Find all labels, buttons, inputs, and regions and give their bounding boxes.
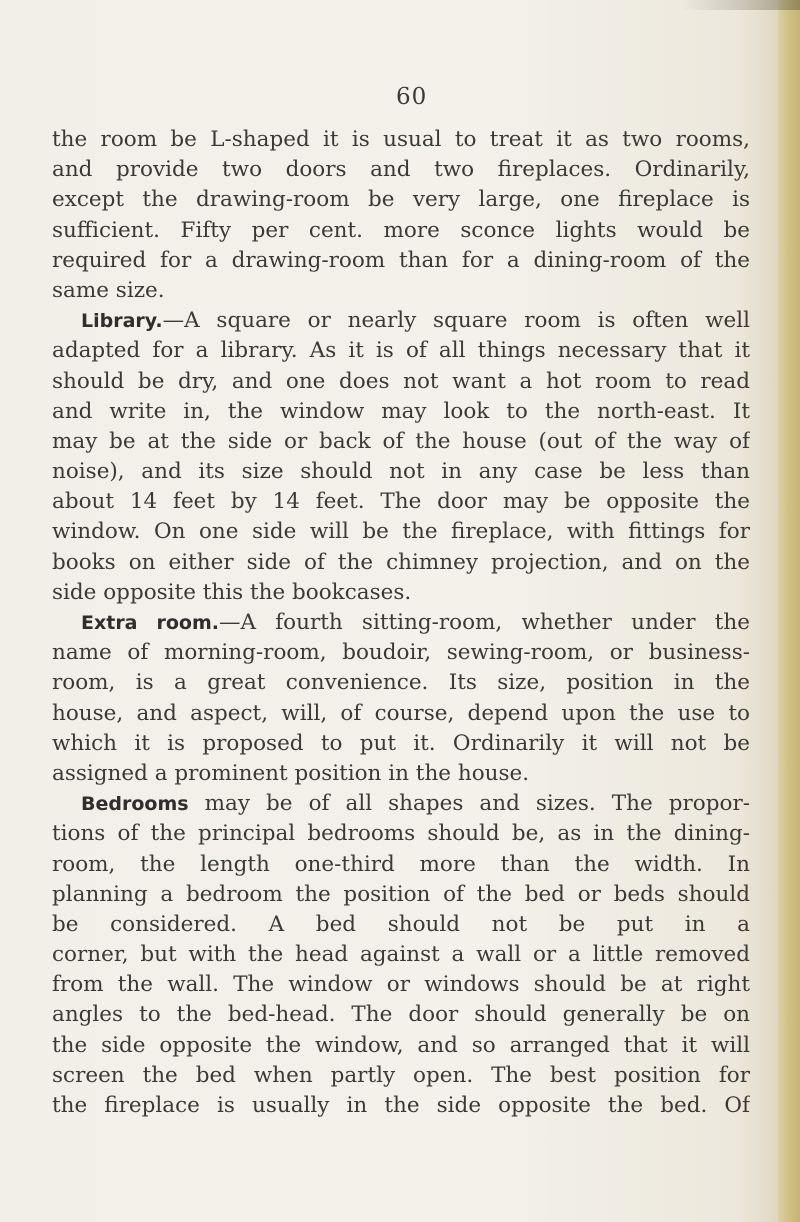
body-text: [52, 125, 750, 1121]
text-line: be considered. A bed should not be put in a: [52, 911, 750, 937]
text-line: house, and aspect, will, of course, depend upon the use to: [52, 700, 750, 726]
text-run: —A square or nearly square room is often well: [162, 308, 750, 334]
text-line: same size.: [52, 277, 165, 303]
text-line: tions of the principal bedrooms should be, as in the dining-: [52, 821, 750, 847]
text-line: assigned a prominent position in the house.: [52, 760, 530, 786]
text-line: side opposite this the bookcases.: [52, 579, 412, 605]
text-run: may be of all shapes and sizes. The propor-: [188, 791, 750, 817]
text-line: adapted for a library. As it is of all things necessary that it: [52, 338, 750, 364]
text-line: about 14 feet by 14 feet. The door may be opposite the: [52, 489, 750, 515]
text-line: angles to the bed-head. The door should generally be on: [52, 1002, 750, 1028]
text-line: sufficient. Fifty per cent. more sconce lights would be: [52, 217, 750, 243]
page-edge: [778, 0, 800, 1222]
text-line: which it is proposed to put it. Ordinarily it will not be: [52, 730, 750, 756]
page-number: 60: [396, 84, 428, 110]
text-line: the side opposite the window, and so arranged that it will: [52, 1032, 750, 1058]
text-line: room, the length one-third more than the width. In: [52, 851, 750, 877]
text-line: may be at the side or back of the house (out of the way of: [52, 428, 750, 454]
section-heading-bedrooms: Bedrooms: [81, 793, 189, 816]
text-line: and write in, the window may look to the north-east. It: [52, 398, 750, 424]
section-heading-library: Library.: [81, 310, 163, 333]
paragraph-first-line: [52, 608, 750, 638]
paragraph-first-line: [52, 789, 750, 819]
text-line: and provide two doors and two fireplaces. Ordinarily,: [52, 157, 750, 183]
text-line: the fireplace is usually in the side opposite the bed. Of: [52, 1093, 750, 1118]
page-shadow: [680, 0, 800, 10]
text-line: screen the bed when partly open. The best position for: [52, 1062, 750, 1088]
text-line: room, is a great convenience. Its size, position in the: [52, 670, 750, 696]
text-line: the room be L-shaped it is usual to treat it as two rooms,: [52, 127, 750, 152]
text-line: planning a bedroom the position of the bed or beds should: [52, 881, 750, 907]
text-line: books on either side of the chimney projection, and on the: [52, 549, 750, 575]
text-line: required for a drawing-room than for a dining-room of the: [52, 247, 750, 273]
text-line: window. On one side will be the fireplace, with fittings for: [52, 519, 750, 545]
text-line: noise), and its size should not in any case be less than: [52, 459, 750, 485]
text-line: name of morning-room, boudoir, sewing-room, or business-: [52, 640, 750, 666]
section-heading-extra-room: Extra room.: [81, 612, 219, 634]
text-line: from the wall. The window or windows should be at right: [52, 972, 750, 998]
text-line: except the drawing-room be very large, one fireplace is: [52, 187, 750, 213]
text-line: should be dry, and one does not want a hot room to read: [52, 368, 750, 394]
text-run: —A fourth sitting-room, whether under the: [218, 610, 750, 635]
text-line: corner, but with the head against a wall or a little removed: [52, 942, 750, 968]
paragraph-first-line: [52, 306, 750, 336]
